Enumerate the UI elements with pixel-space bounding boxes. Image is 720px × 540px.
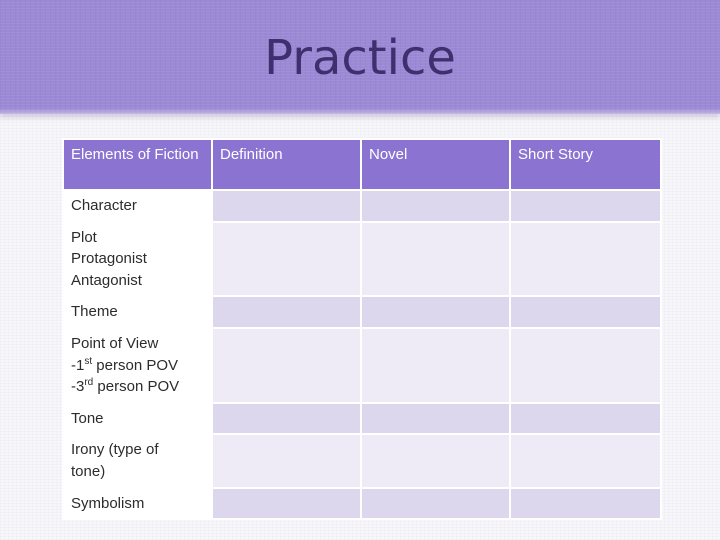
short-story-cell[interactable] [510, 222, 661, 297]
short-story-cell[interactable] [510, 328, 661, 403]
row-label: Irony (type of [71, 441, 159, 459]
row-label: Symbolism [71, 494, 145, 512]
row-label: Point of View [71, 334, 159, 352]
novel-cell[interactable] [361, 488, 510, 520]
definition-cell[interactable] [212, 222, 361, 297]
table-row-irony [63, 434, 661, 487]
pov-text: person POV [93, 378, 180, 396]
short-story-cell[interactable] [510, 190, 661, 222]
definition-cell[interactable] [212, 403, 361, 435]
definition-cell[interactable] [212, 190, 361, 222]
row-label [71, 355, 204, 377]
short-story-cell[interactable] [510, 296, 661, 328]
row-label: Tone [71, 409, 104, 427]
table-row-tone [63, 403, 661, 435]
novel-cell[interactable] [361, 328, 510, 403]
row-label-cell [63, 296, 212, 328]
novel-cell[interactable] [361, 222, 510, 297]
row-label-cell [63, 403, 212, 435]
header-cell-elements [63, 139, 212, 190]
table-row-theme [63, 296, 661, 328]
table-row-symbolism [63, 488, 661, 520]
pov-text: person POV [92, 356, 179, 374]
header-cell-definition [212, 139, 361, 190]
row-label-cell [63, 434, 212, 487]
table-row-point-of-view [63, 328, 661, 403]
ordinal-suffix: st [84, 355, 93, 367]
table-header-row [63, 139, 661, 190]
novel-cell[interactable] [361, 434, 510, 487]
novel-cell[interactable] [361, 403, 510, 435]
header-label: Definition [220, 146, 283, 163]
definition-cell[interactable] [212, 328, 361, 403]
short-story-cell[interactable] [510, 403, 661, 435]
row-label: Character [71, 197, 137, 214]
table-row-plot [63, 222, 661, 297]
header-label: Novel [369, 146, 408, 163]
row-label-cell [63, 328, 212, 403]
definition-cell[interactable] [212, 488, 361, 520]
definition-cell[interactable] [212, 434, 361, 487]
short-story-cell[interactable] [510, 488, 661, 520]
ordinal-suffix: rd [84, 377, 94, 389]
novel-cell[interactable] [361, 190, 510, 222]
pov-number: -3 [71, 378, 85, 396]
definition-cell[interactable] [212, 296, 361, 328]
row-label: Antagonist [71, 271, 142, 289]
row-label-cell [63, 222, 212, 297]
row-label: Protagonist [71, 250, 147, 268]
row-label: Plot [71, 228, 97, 246]
novel-cell[interactable] [361, 296, 510, 328]
row-label [71, 376, 204, 398]
row-label-cell [63, 488, 212, 520]
row-label: tone) [71, 462, 106, 480]
row-label: Theme [71, 303, 118, 321]
fiction-practice-table [62, 138, 662, 520]
pov-number: -1 [71, 356, 85, 374]
short-story-cell[interactable] [510, 434, 661, 487]
table-row-character [63, 190, 661, 222]
header-cell-short-story [510, 139, 661, 190]
slide-title: Practice [264, 30, 456, 86]
row-label-cell [63, 190, 212, 222]
header-cell-novel [361, 139, 510, 190]
header-label: Elements of Fiction [71, 146, 199, 163]
header-label: Short Story [518, 146, 594, 163]
